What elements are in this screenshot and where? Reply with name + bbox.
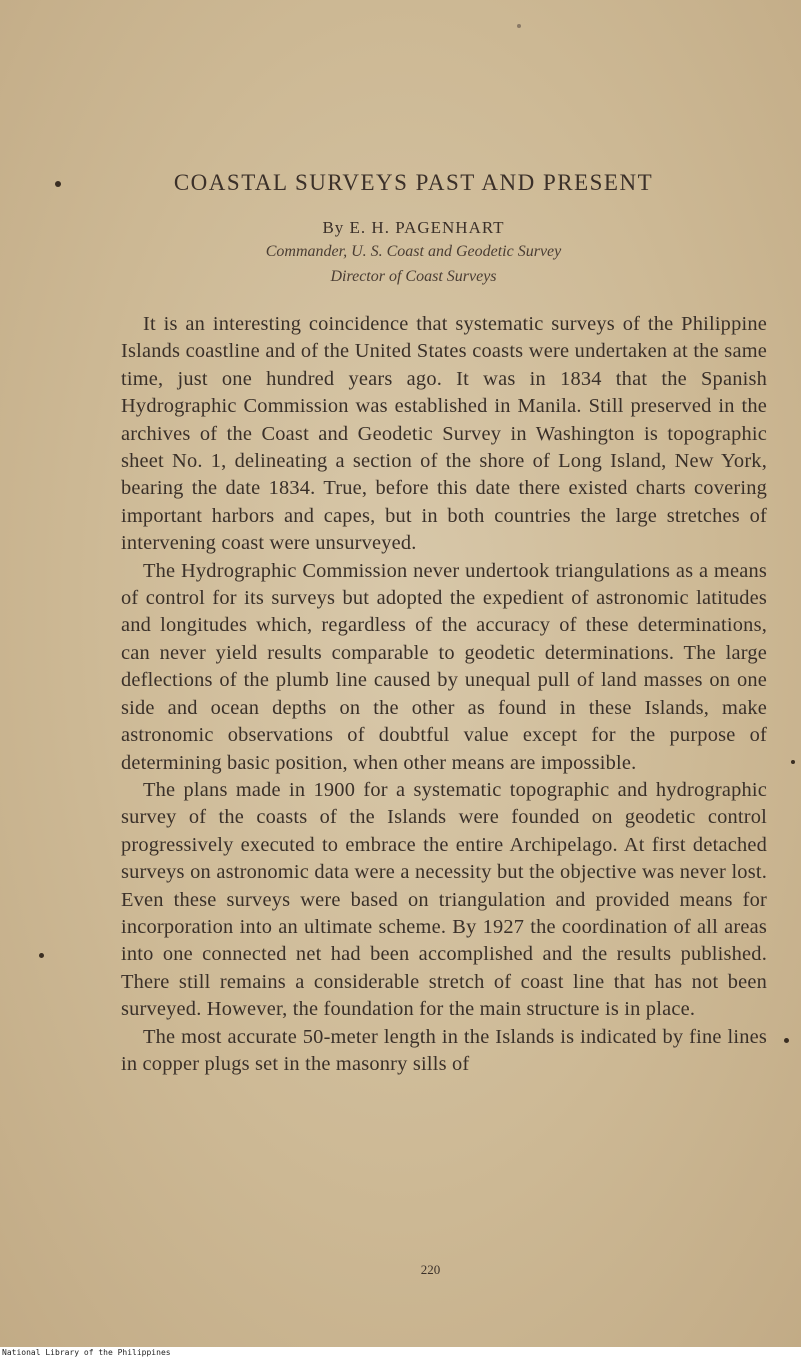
page-number: 220 xyxy=(420,1262,441,1277)
paragraph: It is an interesting coincidence that systematic surveys of the Philippine Islands coastline and of the United States coasts were undertaken at the same time, just one hundred years ago. It was in 1834 that the Spanish Hydrographic Commission was established in Manila. Still preserved in the archives of the Coast and Geodetic Survey in Washington is topographic sheet No. 1, delineating a section of the shore of Long Island, New York, bearing the date 1834. True, before this date there existed charts covering important harbors and capes, but in both countries the large stretches of intervening coast were unsurveyed. xyxy=(121,313,767,555)
paragraph: The plans made in 1900 for a systematic topographic and hydrographic survey of the coasts of the Islands were founded on geodetic control progressively executed to embrace the entire Archipelago. At first detached surveys on astronomic data were a necessity but the objective was never lost. Even these surveys were based on triangulation and provided means for incorporation into an ultimate scheme. By 1927 the coordination of all areas into one connected net had been accomplished and the results published. There still remains a considerable stretch of coast line that has not been surveyed. However, the foundation for the main structure is in place. xyxy=(121,778,767,1021)
author-role-1: Commander, U. S. Coast and Geodetic Survey xyxy=(265,243,562,260)
paragraph: The Hydrographic Commission never undertook triangulations as a means of control for its surveys but adopted the expedient of astronomic latitudes and longitudes which, regardless of the accuracy of these determinations, can never yield results comparable to geodetic determinations. The large deflections of the plumb line caused by unequal pull of land masses on one side and ocean depths on the other as found in these Islands, make astronomic observations of doubtful value except for the purpose of determining basic position, when other means are impossible. xyxy=(121,559,767,774)
article-body xyxy=(121,311,767,1078)
ink-speck xyxy=(791,760,795,764)
paragraph: The most accurate 50-meter length in the Islands is indicated by fine lines in copper plugs set in the masonry sills of xyxy=(121,1025,767,1075)
ink-speck xyxy=(517,24,521,28)
ink-speck xyxy=(784,1038,789,1043)
ink-speck xyxy=(39,953,44,958)
author-byline: By E. H. PAGENHART xyxy=(322,218,505,237)
article-title: COASTAL SURVEYS PAST AND PRESENT xyxy=(173,170,654,195)
author-role-2: Director of Coast Surveys xyxy=(330,268,497,285)
library-credit: National Library of the Philippines xyxy=(0,1347,801,1358)
